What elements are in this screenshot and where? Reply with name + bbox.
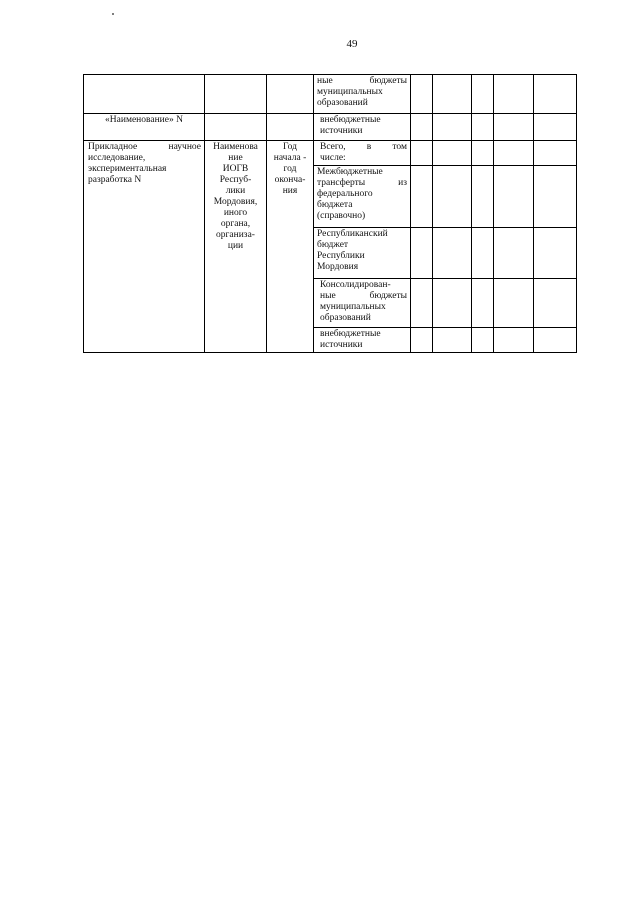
source-text-line: бюджет <box>317 240 349 250</box>
years-line: начала - <box>273 153 307 163</box>
source-text-line: источники <box>320 340 363 350</box>
years-line: год <box>283 164 297 174</box>
source-text-line: источники <box>320 126 363 136</box>
value-cell <box>411 228 433 279</box>
org-line: ИОГВ <box>222 164 249 174</box>
value-cell <box>472 228 494 279</box>
source-text-line: федерального <box>317 189 373 199</box>
org-line: организа- <box>216 230 255 240</box>
source-cell <box>314 114 411 141</box>
group-name-line: разработка N <box>88 175 142 185</box>
source-text-line: Республики <box>317 251 365 261</box>
value-cell <box>433 328 472 353</box>
value-cell <box>494 166 534 228</box>
source-cell <box>314 228 411 279</box>
value-cell <box>433 75 472 114</box>
years-line: оконча- <box>274 175 306 185</box>
table-row <box>84 114 577 141</box>
org-line: Наименова <box>213 142 258 152</box>
source-text-line: Всего, в том <box>320 142 407 152</box>
organization-cell <box>205 75 267 114</box>
value-cell <box>411 114 433 141</box>
org-line: ции <box>227 241 244 251</box>
source-text-line: внебюджетные <box>320 329 381 339</box>
value-cell <box>494 75 534 114</box>
name-cell <box>84 75 205 114</box>
table-row <box>84 75 577 114</box>
group-name-line: экспериментальная <box>88 164 167 174</box>
source-cell <box>314 279 411 328</box>
source-text-line: внебюджетные <box>320 115 381 125</box>
value-cell <box>534 228 577 279</box>
value-cell <box>411 75 433 114</box>
source-text-line: числе: <box>320 153 346 163</box>
value-cell <box>494 141 534 166</box>
value-cell <box>534 166 577 228</box>
value-cell <box>494 114 534 141</box>
value-cell <box>534 114 577 141</box>
value-cell <box>494 228 534 279</box>
group-name-line: Прикладное научное <box>88 142 201 152</box>
source-text-line: муниципальных <box>320 302 386 312</box>
value-cell <box>433 141 472 166</box>
scan-speck <box>112 13 114 15</box>
source-text-line: ные бюджеты <box>317 76 407 86</box>
source-text-line: Консолидирован- <box>320 280 391 290</box>
source-text-line: (справочно) <box>317 211 366 221</box>
value-cell <box>534 141 577 166</box>
value-cell <box>411 166 433 228</box>
years-cell <box>267 114 314 141</box>
value-cell <box>494 328 534 353</box>
org-line: Мордовия, <box>213 197 258 207</box>
table-row <box>84 141 577 166</box>
budget-table <box>83 74 577 353</box>
value-cell <box>433 279 472 328</box>
group-organization-cell <box>205 141 267 353</box>
source-text-line: муниципальных <box>317 87 383 97</box>
value-cell <box>534 75 577 114</box>
group-years-cell <box>267 141 314 353</box>
source-text-line: трансферты из <box>317 178 407 188</box>
source-cell <box>314 166 411 228</box>
source-text-line: образований <box>317 98 368 108</box>
value-cell <box>433 228 472 279</box>
source-text-line: образований <box>320 313 371 323</box>
org-line: иного <box>223 208 248 218</box>
value-cell <box>494 279 534 328</box>
value-cell <box>472 328 494 353</box>
source-text-line: Мордовия <box>317 262 359 272</box>
org-line: лики <box>225 186 246 196</box>
value-cell <box>433 166 472 228</box>
group-name-line: исследование, <box>88 153 146 163</box>
source-text-line: ные бюджеты <box>320 291 407 301</box>
page-number: 49 <box>346 38 358 50</box>
value-cell <box>411 328 433 353</box>
source-text-line: бюджета <box>317 200 353 210</box>
value-cell <box>472 141 494 166</box>
source-cell <box>314 141 411 166</box>
source-text-line: Республиканский <box>317 229 388 239</box>
value-cell <box>411 141 433 166</box>
value-cell <box>472 114 494 141</box>
value-cell <box>411 279 433 328</box>
value-cell <box>472 279 494 328</box>
source-cell <box>314 75 411 114</box>
years-line: Год <box>283 142 297 152</box>
org-line: органа, <box>220 219 251 229</box>
name-cell: «Наименование» N <box>84 114 205 141</box>
value-cell <box>433 114 472 141</box>
org-line: ние <box>228 153 243 163</box>
org-line: Респуб- <box>219 175 252 185</box>
years-line: ния <box>282 186 298 196</box>
value-cell <box>472 75 494 114</box>
group-name-cell <box>84 141 205 353</box>
value-cell <box>472 166 494 228</box>
value-cell <box>534 279 577 328</box>
years-cell <box>267 75 314 114</box>
source-cell <box>314 328 411 353</box>
source-text-line: Межбюджетные <box>317 167 383 177</box>
organization-cell <box>205 114 267 141</box>
value-cell <box>534 328 577 353</box>
